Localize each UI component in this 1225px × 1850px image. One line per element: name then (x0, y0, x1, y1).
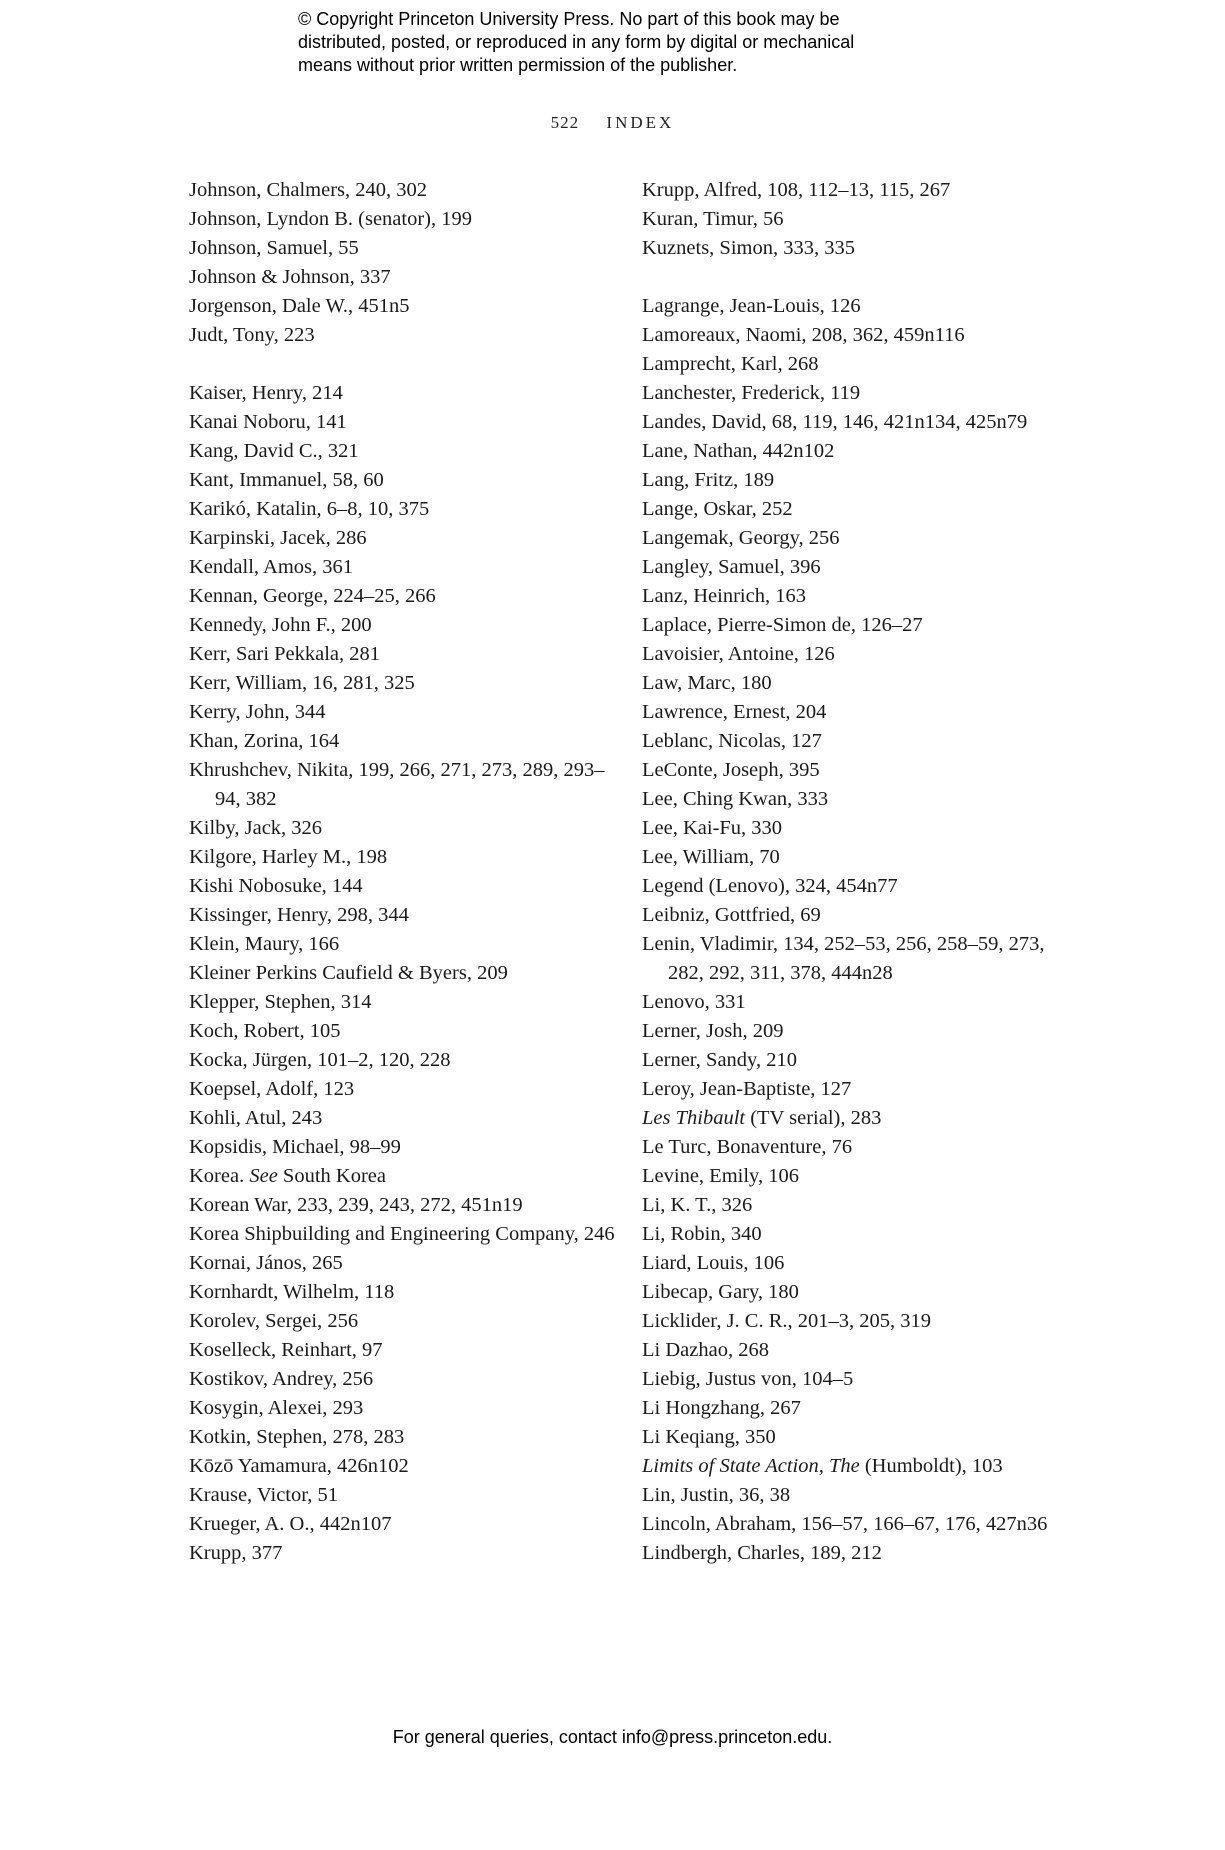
index-entry-text: Li Keqiang, 350 (642, 1426, 776, 1448)
index-entry (642, 321, 1072, 350)
index-entry (642, 1104, 1072, 1133)
index-entry (642, 1017, 1072, 1046)
index-entry-text: Koch, Robert, 105 (189, 1020, 341, 1042)
index-entry-text: Langemak, Georgy, 256 (642, 527, 840, 549)
index-entry (189, 1452, 619, 1481)
index-entry (642, 582, 1072, 611)
index-entry-text: Li Hongzhang, 267 (642, 1397, 801, 1419)
index-entry-text: Lee, Kai-Fu, 330 (642, 817, 783, 839)
index-entry-text: Karpinski, Jacek, 286 (189, 527, 367, 549)
index-entry (642, 1452, 1072, 1481)
index-entry (642, 292, 1072, 321)
index-entry-text: Kennan, George, 224–25, 266 (189, 585, 436, 607)
copyright-line: means without prior written permission of the publisher. (298, 55, 738, 75)
index-entry (642, 234, 1072, 263)
index-entry (189, 1133, 619, 1162)
index-entry (189, 1075, 619, 1104)
index-entry-text: Klepper, Stephen, 314 (189, 991, 372, 1013)
index-entry-text: Klein, Maury, 166 (189, 933, 340, 955)
index-entry-text: Kant, Immanuel, 58, 60 (189, 469, 384, 491)
index-entry (642, 205, 1072, 234)
index-entry (642, 1539, 1072, 1568)
index-entry-text: Licklider, J. C. R., 201–3, 205, 319 (642, 1310, 932, 1332)
index-entry (189, 814, 619, 843)
index-entry (642, 350, 1072, 379)
index-entry-text: Lindbergh, Charles, 189, 212 (642, 1542, 882, 1564)
index-entry (189, 379, 619, 408)
index-entry (189, 901, 619, 930)
index-entry-text: Lerner, Sandy, 210 (642, 1049, 797, 1071)
index-entry (189, 872, 619, 901)
index-entry-text: Karikó, Katalin, 6–8, 10, 375 (189, 498, 430, 520)
index-entry-text: Li, K. T., 326 (642, 1194, 753, 1216)
index-entry-text: Lang, Fritz, 189 (642, 469, 775, 491)
index-entry-text: Judt, Tony, 223 (189, 324, 315, 346)
index-entry (189, 988, 619, 1017)
index-entry (642, 611, 1072, 640)
index-entry (642, 176, 1072, 205)
index-entry (189, 1017, 619, 1046)
index-entry (189, 234, 619, 263)
index-entry-text: Krupp, Alfred, 108, 112–13, 115, 267 (642, 179, 951, 201)
index-entry (642, 1394, 1072, 1423)
index-entry-text: (TV serial), 283 (745, 1107, 882, 1129)
index-entry (642, 843, 1072, 872)
index-entry (642, 1510, 1072, 1539)
index-entry-text: Leibniz, Gottfried, 69 (642, 904, 821, 926)
index-entry (642, 1278, 1072, 1307)
index-entry (189, 756, 619, 814)
index-entry (642, 1249, 1072, 1278)
index-entry-text: Liebig, Justus von, 104–5 (642, 1368, 854, 1390)
index-entry (189, 1336, 619, 1365)
index-entry (642, 756, 1072, 785)
index-entry-text: Johnson, Samuel, 55 (189, 237, 359, 259)
index-entry (189, 1307, 619, 1336)
index-entry-text: Kennedy, John F., 200 (189, 614, 372, 636)
index-entry-text: Kishi Nobosuke, 144 (189, 875, 363, 897)
index-entry-text: Johnson, Lyndon B. (senator), 199 (189, 208, 472, 230)
index-entry (189, 669, 619, 698)
index-entry (642, 872, 1072, 901)
index-entry (189, 1162, 619, 1191)
index-entry (189, 524, 619, 553)
index-entry-text: Kotkin, Stephen, 278, 283 (189, 1426, 405, 1448)
index-entry (642, 814, 1072, 843)
index-entry (189, 930, 619, 959)
index-entry (189, 1423, 619, 1452)
index-entry-text: Kornai, János, 265 (189, 1252, 343, 1274)
index-entry (189, 727, 619, 756)
index-entry-text: Krueger, A. O., 442n107 (189, 1513, 392, 1535)
index-entry-text: Kerry, John, 344 (189, 701, 326, 723)
index-entry-text: Korean War, 233, 239, 243, 272, 451n19 (189, 1194, 523, 1216)
index-entry (642, 466, 1072, 495)
index-entry (642, 553, 1072, 582)
running-head (0, 113, 1225, 133)
index-entry-text: Kissinger, Henry, 298, 344 (189, 904, 409, 926)
index-entry-text: Kanai Noboru, 141 (189, 411, 347, 433)
index-entry-text: Kostikov, Andrey, 256 (189, 1368, 374, 1390)
index-entry (642, 727, 1072, 756)
index-entry-text: Kendall, Amos, 361 (189, 556, 353, 578)
index-entry (642, 640, 1072, 669)
index-entry-text: Libecap, Gary, 180 (642, 1281, 799, 1303)
index-entry-text: Langley, Samuel, 396 (642, 556, 821, 578)
index-entry (189, 843, 619, 872)
letter-section-gap (189, 350, 619, 379)
index-entry-text: Lerner, Josh, 209 (642, 1020, 784, 1042)
index-entry (642, 1191, 1072, 1220)
index-entry-text: Kleiner Perkins Caufield & Byers, 209 (189, 962, 508, 984)
index-entry-italic: Limits of State Action, The (642, 1455, 860, 1477)
index-entry (642, 698, 1072, 727)
index-entry (642, 669, 1072, 698)
index-entry-text: Kosygin, Alexei, 293 (189, 1397, 364, 1419)
index-entry (189, 698, 619, 727)
index-entry-text: Li Dazhao, 268 (642, 1339, 769, 1361)
index-entry-text: Kerr, William, 16, 281, 325 (189, 672, 415, 694)
index-entry (642, 785, 1072, 814)
copyright-notice (298, 8, 938, 77)
index-entry (642, 988, 1072, 1017)
index-entry-text: Korea. (189, 1165, 250, 1187)
index-entry (189, 1539, 619, 1568)
index-entry (189, 1046, 619, 1075)
index-entry (189, 321, 619, 350)
index-entry-text: LeConte, Joseph, 395 (642, 759, 820, 781)
index-entry-text: Lange, Oskar, 252 (642, 498, 793, 520)
index-entry (642, 1336, 1072, 1365)
index-entry (189, 408, 619, 437)
index-entry-text: Lanchester, Frederick, 119 (642, 382, 861, 404)
index-entry-text: Lee, William, 70 (642, 846, 780, 868)
index-entry (189, 1481, 619, 1510)
index-entry-text: Kuran, Timur, 56 (642, 208, 784, 230)
index-entry-text: Lin, Justin, 36, 38 (642, 1484, 791, 1506)
index-entry-text: Kohli, Atul, 243 (189, 1107, 323, 1129)
index-entry (189, 292, 619, 321)
index-column-right (642, 176, 1072, 1568)
index-entry (642, 1162, 1072, 1191)
index-entry-text: Khrushchev, Nikita, 199, 266, 271, 273, 289, 293–94, 382 (189, 759, 605, 810)
index-entry (642, 1046, 1072, 1075)
index-entry (642, 408, 1072, 437)
index-entry (642, 1220, 1072, 1249)
index-entry-text: Laplace, Pierre-Simon de, 126–27 (642, 614, 923, 636)
footer-contact: For general queries, contact info@press.princeton.edu. (392, 1727, 833, 1747)
index-entry (189, 582, 619, 611)
index-entry (642, 901, 1072, 930)
copyright-line: distributed, posted, or reproduced in any form by digital or mechanical (298, 32, 855, 52)
index-entry-text: Khan, Zorina, 164 (189, 730, 340, 752)
index-entry-text: Lagrange, Jean-Louis, 126 (642, 295, 861, 317)
index-entry (189, 1104, 619, 1133)
index-entry-text: Levine, Emily, 106 (642, 1165, 799, 1187)
index-entry-text: Krupp, 377 (189, 1542, 283, 1564)
index-entry-text: Lenovo, 331 (642, 991, 746, 1013)
index-entry-text: Krause, Victor, 51 (189, 1484, 339, 1506)
index-entry-italic: See (249, 1165, 278, 1187)
index-entry-text: Jorgenson, Dale W., 451n5 (189, 295, 410, 317)
index-entry-text: Kang, David C., 321 (189, 440, 359, 462)
index-entry (189, 495, 619, 524)
index-entry-text: Johnson, Chalmers, 240, 302 (189, 179, 428, 201)
index-entry (189, 1394, 619, 1423)
index-entry-text: Kerr, Sari Pekkala, 281 (189, 643, 381, 665)
index-entry (189, 466, 619, 495)
index-entry-text: Kilgore, Harley M., 198 (189, 846, 388, 868)
index-entry (642, 1423, 1072, 1452)
index-entry-text: Le Turc, Bonaventure, 76 (642, 1136, 853, 1158)
index-entry-text: Koselleck, Reinhart, 97 (189, 1339, 383, 1361)
index-entry (189, 176, 619, 205)
index-entry-text: Law, Marc, 180 (642, 672, 772, 694)
index-entry-text: Legend (Lenovo), 324, 454n77 (642, 875, 898, 897)
index-entry (189, 640, 619, 669)
index-entry (189, 437, 619, 466)
index-entry (189, 611, 619, 640)
index-entry-text: Kocka, Jürgen, 101–2, 120, 228 (189, 1049, 451, 1071)
letter-section-gap (642, 263, 1072, 292)
index-entry (642, 495, 1072, 524)
index-entry-text: Lavoisier, Antoine, 126 (642, 643, 835, 665)
index-entry-text: Lenin, Vladimir, 134, 252–53, 256, 258–59, 273, 282, 292, 311, 378, 444n28 (642, 933, 1045, 984)
index-entry-text: Lincoln, Abraham, 156–57, 166–67, 176, 427n36 (642, 1513, 1048, 1535)
index-entry-text: Lane, Nathan, 442n102 (642, 440, 835, 462)
index-entry (189, 1220, 619, 1249)
index-entry-text: Lamprecht, Karl, 268 (642, 353, 819, 375)
index-entry (189, 1510, 619, 1539)
index-entry-text: South Korea (277, 1165, 386, 1187)
copyright-line: © Copyright Princeton University Press. No part of this book may be (298, 9, 840, 29)
index-entry-text: Koepsel, Adolf, 123 (189, 1078, 355, 1100)
index-column-left (189, 176, 619, 1568)
page-number: 522 (550, 113, 580, 132)
index-entry (642, 437, 1072, 466)
index-entry (642, 1307, 1072, 1336)
index-entry (189, 1191, 619, 1220)
index-entry-text: Johnson & Johnson, 337 (189, 266, 391, 288)
index-entry (642, 1365, 1072, 1394)
index-entry-text: Kaiser, Henry, 214 (189, 382, 343, 404)
index-entry (189, 205, 619, 234)
index-entry-text: Leblanc, Nicolas, 127 (642, 730, 822, 752)
index-entry (642, 524, 1072, 553)
index-entry-text: (Humboldt), 103 (859, 1455, 1003, 1477)
index-entry-text: Landes, David, 68, 119, 146, 421n134, 425n79 (642, 411, 1028, 433)
index-entry-text: Leroy, Jean-Baptiste, 127 (642, 1078, 852, 1100)
index-entry-text: Li, Robin, 340 (642, 1223, 762, 1245)
index-entry (189, 1365, 619, 1394)
index-entry (642, 930, 1072, 988)
index-entry (642, 1133, 1072, 1162)
index-entry-text: Lawrence, Ernest, 204 (642, 701, 827, 723)
index-entry-text: Kōzō Yamamura, 426n102 (189, 1455, 409, 1477)
index-entry-text: Korolev, Sergei, 256 (189, 1310, 359, 1332)
index-entry (189, 959, 619, 988)
index-entry-text: Liard, Louis, 106 (642, 1252, 785, 1274)
index-entry (189, 1249, 619, 1278)
index-entry-text: Kilby, Jack, 326 (189, 817, 323, 839)
index-entry (189, 263, 619, 292)
page-title: INDEX (606, 113, 675, 132)
index-entry-italic: Les Thibault (642, 1107, 746, 1129)
index-entry (642, 1481, 1072, 1510)
index-entry-text: Lanz, Heinrich, 163 (642, 585, 806, 607)
index-entry (642, 379, 1072, 408)
index-entry (642, 1075, 1072, 1104)
index-entry-text: Kopsidis, Michael, 98–99 (189, 1136, 401, 1158)
index-entry-text: Lee, Ching Kwan, 333 (642, 788, 829, 810)
index-entry (189, 553, 619, 582)
index-entry-text: Kuznets, Simon, 333, 335 (642, 237, 855, 259)
index-entry-text: Korea Shipbuilding and Engineering Company, 246 (189, 1223, 615, 1245)
index-entry-text: Lamoreaux, Naomi, 208, 362, 459n116 (642, 324, 965, 346)
index-entry-text: Kornhardt, Wilhelm, 118 (189, 1281, 395, 1303)
index-entry (189, 1278, 619, 1307)
